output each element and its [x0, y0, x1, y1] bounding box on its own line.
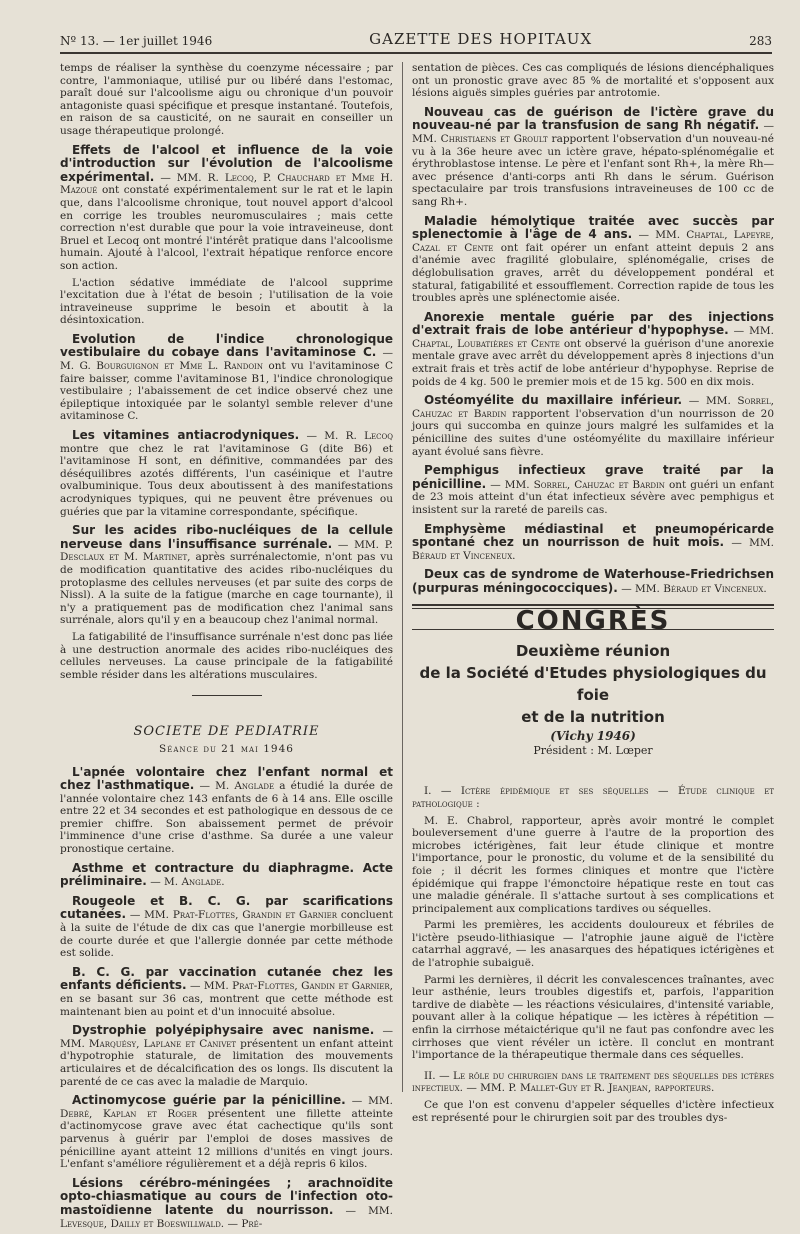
article-body: ont guéri un enfant de 23 mois atteint d'un état infectieux sévère avec pemphigus et insistent sur la rareté de pareils cas. — [412, 478, 775, 516]
article-ribonucleiques — [60, 524, 393, 627]
article-title: B. C. G. par vaccination cutanée chez les enfants déficients. — [60, 964, 393, 993]
article-ictere-rh — [412, 106, 774, 209]
article-asthme — [60, 862, 393, 889]
article-rougeole — [60, 895, 393, 960]
article-authors: — M. R. Lecoq — [306, 430, 394, 443]
article-waterhouse — [412, 568, 774, 595]
page-number: 283 — [749, 34, 772, 48]
article-body: rapportent l'observation d'un nourrisson de 20 jours qui succomba en quinze jours malgré les sulfamides et la pénicilline des suites d'une ostéomyélite du maxillaire inférieur ayant évolué sans fièvre. — [412, 407, 775, 458]
right-column — [412, 62, 774, 1128]
article-vestibulaire — [60, 333, 393, 423]
continued-paragraph: temps de réaliser la synthèse du coenzyme nécessaire ; par contre, l'ammoniaque, utilisé pur ou libéré dans l'estomac, paraît doué sur l'alcoolisme aigu ou chronique d'un pouvoir antagoniste quasi spécifique et presque instantané. Toutefois, en raison de sa causticité, on ne saurait en conseiller un usage thérapeutique prolongé. — [60, 62, 393, 137]
article-body: ont observé la guérison d'une anorexie mentale grave avec arrêt du développement après 8 injections d'un extrait frais et très actif de lobe antérieur d'hypophyse. Reprise de poids de 4 kg. 500 le premier mois et de 15 kg. 500 en dix mois. — [412, 337, 775, 388]
continued-paragraph: sentation de pièces. Ces cas compliqués de lésions diencéphaliques ont un pronostic grave avec 85 % de mortalité et s'opposent aux lésions aiguës simples guéries par antrotomie. — [412, 62, 774, 100]
article-body: présentent un enfant atteint d'hypotrophie staturale, de limitation des mouvements articulaires et de décalcification des os longs. Ils discutent la parenté de ce cas avec la maladie de Marquio. — [60, 1037, 393, 1088]
article-title: Deux cas de syndrome de Waterhouse-Friedrichsen (purpuras méningococciques). — [412, 567, 774, 595]
article-title: Evolution de l'indice chronologique vestibulaire du cobaye dans l'avitaminose C. — [60, 331, 393, 360]
article-title: Les vitamines antiacrodyniques. — [72, 428, 300, 443]
article-authors: — MM. Chaptal, Lapeyre, Cazal et Cente — [412, 229, 774, 254]
article-anorexie — [412, 311, 774, 389]
article-bcg — [60, 966, 393, 1018]
article-authors: — M. G. Bourguignon et Mme L. Randoin — [60, 347, 394, 373]
article-lesions — [60, 1177, 393, 1230]
section-title: SOCIETE DE PEDIATRIE — [133, 724, 320, 740]
article-body: ont fait opérer un enfant atteint depuis 2 ans d'anémie avec fragilité globulaire, splénomégalie, crises de déglobulisation graves, arrêt du développement pondéral et statural, fatigabilité et essoufflement. Correction rapide de tous les troubles après une splénectomie aisée. — [412, 241, 774, 305]
column-divider — [402, 62, 403, 1092]
article-title: Emphysème médiastinal et pneumopéricarde spontané chez un nourrisson de huit mois. — [412, 521, 774, 550]
article-body: concluent à la suite de l'étude de dix cas que l'anergie morbilleuse est de courte durée et que l'allergie donnée par cette méthode est solide. — [60, 909, 393, 960]
report-paragraph: Parmi les premières, les accidents douloureux et fébriles de l'ictère pseudo-lithiasique — l'atrophie jaune aiguë de l'ictère catarrhal aggravé, — les anasarques des hépatiques ictérigènes et de l'atrophie subaiguë. — [412, 919, 774, 970]
article-body: montre que chez le rat l'avitaminose G (dite B6) et l'avitaminose H sont, en définitive, commandées par des déséquilibres azotés différents, l'un caséinique et l'autre ovalbuminique. Tous deux aboutissent à des manifestations acrodyniques typiques, qui ne peuvent être prévenues ou guéries que par la vitamine correspondante, spécifique. — [60, 442, 393, 518]
report-authors: — MM. P. Mallet-Guy et R. Jeanjean, rapporteurs. — [466, 1082, 715, 1095]
issue-number: Nº 13. — 1er juillet 1946 — [60, 34, 213, 48]
article-authors: — M. Anglade. — [150, 876, 225, 889]
report-paragraph: Parmi les dernières, il décrit les convalescences traînantes, avec leur asthénie, leurs troubles digestifs et, parfois, l'apparition tardive de diabète — les réactions vésiculaires, d'intensité variable, pouvant aller à la colique hépatique — les ictères à répétition — enfin la cirrhose métaictérique qu'il ne faut pas confondre avec les cirrhoses que vient révéler un ictère. Il conclut en montrant l'importance de la thérapeutique thermale dans ces séquelles. — [412, 973, 774, 1062]
article-title: Lésions cérébro-méningées ; arachnoïdite opto-chiasmatique au cours de l'infection oto-mastoïdienne latente du nourrisson. — [60, 1175, 393, 1217]
page-header — [60, 28, 772, 54]
congres-heading: CONGRÈS — [515, 605, 671, 636]
article-authors: — MM. Christiaens et Groult — [412, 120, 774, 145]
article-title: Pemphigus infectieux grave traité par la pénicilline. — [412, 463, 774, 491]
article-title: Sur les acides ribo-nucléiques de la cellule nerveuse dans l'insuffisance surrénale. — [60, 523, 393, 551]
article-hemolytique — [412, 215, 774, 305]
article-title: Asthme et contracture du diaphragme. Acte préliminaire. — [60, 860, 393, 889]
article-authors: — MM. Marquésy, Laplane et Canivet — [60, 1025, 393, 1050]
reunion-title-line-1: Deuxième réunion — [515, 642, 671, 661]
article-authors: — MM. Chaptal, Loubatières et Cente — [412, 325, 774, 350]
report-paragraph: Ce que l'on est convenu d'appeler séquelles d'ictère infectieux est représenté pour le chirurgien soit par des troubles dys- — [412, 1099, 774, 1124]
article-title: Actinomycose guérie par la pénicilline. — [72, 1093, 346, 1108]
article-actinomycose — [60, 1094, 393, 1171]
article-authors: — MM. Sorrel, Cahuzac et Bardin — [412, 395, 775, 420]
section-divider — [192, 695, 262, 696]
report-heading: I. — Ictère épidémique et ses séquelles — Étude clinique et pathologique : — [412, 785, 774, 810]
article-authors: — MM. Béraud et Vinceneux. — [621, 582, 767, 595]
article-title: Rougeole et B. C. G. par scarifications cutanées. — [60, 893, 393, 922]
article-dystrophie — [60, 1024, 393, 1088]
article-title: Maladie hémolytique traitée avec succès par splenectomie à l'âge de 4 ans. — [412, 213, 774, 242]
report-paragraph: M. E. Chabrol, rapporteur, après avoir montré le complet bouleversement d'une guerre à l'autre de la proportion des microbes ictérigènes, fait leur étude clinique et montre l'importance, pour le pronostic, du volume et de la sensibilité du foie ; il décrit les formes cliniques et montre que l'ictère épidémique qui frappe l'émonctoire hépatique reste en tout cas une maladie générale. Il s'attache surtout à ses complications et principalement aux complications tardives ou séquelles. — [412, 814, 774, 915]
article-alcoolisme — [60, 144, 393, 273]
article-authors: — MM. Béraud et Vinceneux. — [412, 537, 774, 562]
article-title: Anorexie mentale guérie par des injections d'extrait frais de lobe antérieur d'hypophyse. — [412, 309, 774, 338]
article-authors: — MM. Sorrel, Cahuzac et Bardin — [490, 478, 665, 491]
article-authors: — MM. Levesque, Dailly et Boeswillwald. — Pré- — [60, 1204, 393, 1230]
article-emphyseme — [412, 523, 774, 563]
article-paragraph: L'action sédative immédiate de l'alcool supprime l'excitation due à l'état de besoin ; l'utilisation de la voie intraveineuse supprime le besoin et aboutit à la désintoxication. — [60, 276, 393, 327]
article-authors: — M. Anglade — [199, 780, 275, 793]
report-2 — [412, 1070, 774, 1095]
article-authors: — MM. R. Lecoq, P. Chauchard et Mme H. Mazoué — [60, 171, 394, 197]
article-title: L'apnée volontaire chez l'enfant normal et chez l'asthmatique. — [60, 764, 393, 793]
article-body: présentent une fillette atteinte d'actinomycose grave avec état cachectique qu'ils sont parvenus à guérir par l'emploi de doses massives de pénicilline ayant atteint 12 millions d'unités en vingt jours. L'enfant s'améliore régulièrement et a déjà repris 6 kilos. — [60, 1107, 393, 1171]
article-authors: — MM. Prat-Flottes, Gandin et Garnier, — [190, 980, 393, 993]
article-paragraph: La fatigabilité de l'insuffisance surrénale n'est donc pas liée à une destruction anormale des acides ribo-nucléiques des cellules nerveuses. La cause principale de la fatigabilité semble résider dans les altérations musculaires. — [60, 630, 393, 681]
reunion-year: (Vichy 1946) — [550, 729, 636, 744]
journal-title: GAZETTE DES HOPITAUX — [369, 30, 593, 48]
article-body: ont constaté expérimentalement sur le rat et le lapin que, dans l'alcoolisme chronique, tout nouvel apport d'alcool en corrige les troubles neuromusculaires ; mais cette correction n'est durable que pour la voie intraveineuse, dont Bruel et Lecoq ont montré l'intérêt pratique dans l'alcoolisme humain. Ajouté à l'alcool, l'extrait hépatique renforce encore son action. — [60, 184, 394, 272]
article-authors: — MM. Debré, Kaplan et Roger — [60, 1095, 393, 1120]
article-body: ont vu l'avitaminose C faire baisser, comme l'avitaminose B1, l'indice chronologique vestibulaire ; l'abaissement de cet indice observé chez une épileptique intoxiquée par le solantyl semble relever d'une avitaminose C. — [60, 360, 393, 423]
article-authors: — MM. P. Desclaux et M. Martinet, — [60, 538, 393, 564]
reunion-president: Président : M. Lœper — [533, 743, 653, 757]
article-vitamines — [60, 429, 393, 518]
article-apnee — [60, 766, 393, 856]
article-body: rapportent l'observation d'un nouveau-né vu à la 36e heure avec un ictère grave, hépato-splénomégalie et érythroblastose intense. Le père et l'enfant sont Rh+, la mère Rh— avec présence d'anti-corps anti Rh dans le sérum. Guérison spectaculaire par trois transfusions intraveineuses de 100 cc de sang Rh+. — [412, 132, 774, 208]
article-pemphigus — [412, 464, 774, 516]
reunion-title-line-2: de la Société d'Etudes physiologiques du foie — [419, 664, 767, 705]
article-authors: — MM. Prat-Flottes, Grandin et Garnier — [129, 909, 337, 922]
article-title: Nouveau cas de guérison de l'ictère grave du nouveau-né par la transfusion de sang Rh négatif. — [412, 104, 774, 133]
article-title: Ostéomyélite du maxillaire inférieur. — [424, 393, 683, 408]
article-title: Effets de l'alcool et influence de la voie d'introduction sur l'évolution de l'alcoolisme expérimental. — [60, 142, 393, 184]
reunion-title-line-3: et de la nutrition — [521, 708, 665, 727]
article-body: a étudié la durée de l'année volontaire chez 143 enfants de 6 à 14 ans. Elle oscille entre 22 et 34 secondes et est pathologique en dessous de ce premier chiffre. Son abaissement permet de prévoir l'imminence d'une crise d'asthme. Sa durée a une valeur pronostique certaine. — [60, 780, 393, 856]
left-column — [60, 62, 393, 1234]
article-body: en se basant sur 36 cas, montrent que cette méthode est maintenant bien au point et d'un innocuité absolue. — [60, 993, 393, 1018]
article-osteomyelite — [412, 394, 774, 458]
section-date: Séance du 21 mai 1946 — [159, 742, 294, 755]
article-title: Dystrophie polyépiphysaire avec nanisme. — [72, 1023, 375, 1038]
report-heading: II. — Le rôle du chirurgien dans le traitement des séquelles des ictères infectieux. — [412, 1069, 774, 1095]
article-body: après surrénalectomie, n'ont pas vu de modification quantitative des acides ribo-nucléiques du protoplasme des cellules nerveuses (et par suite des corps de Nissl). A la suite de la fatigue (marche en cage tournante), il n'y a pratiquement pas de modification chez l'animal sans surrénale, alors qu'il y en a beaucoup chez l'animal normal. — [60, 551, 393, 627]
